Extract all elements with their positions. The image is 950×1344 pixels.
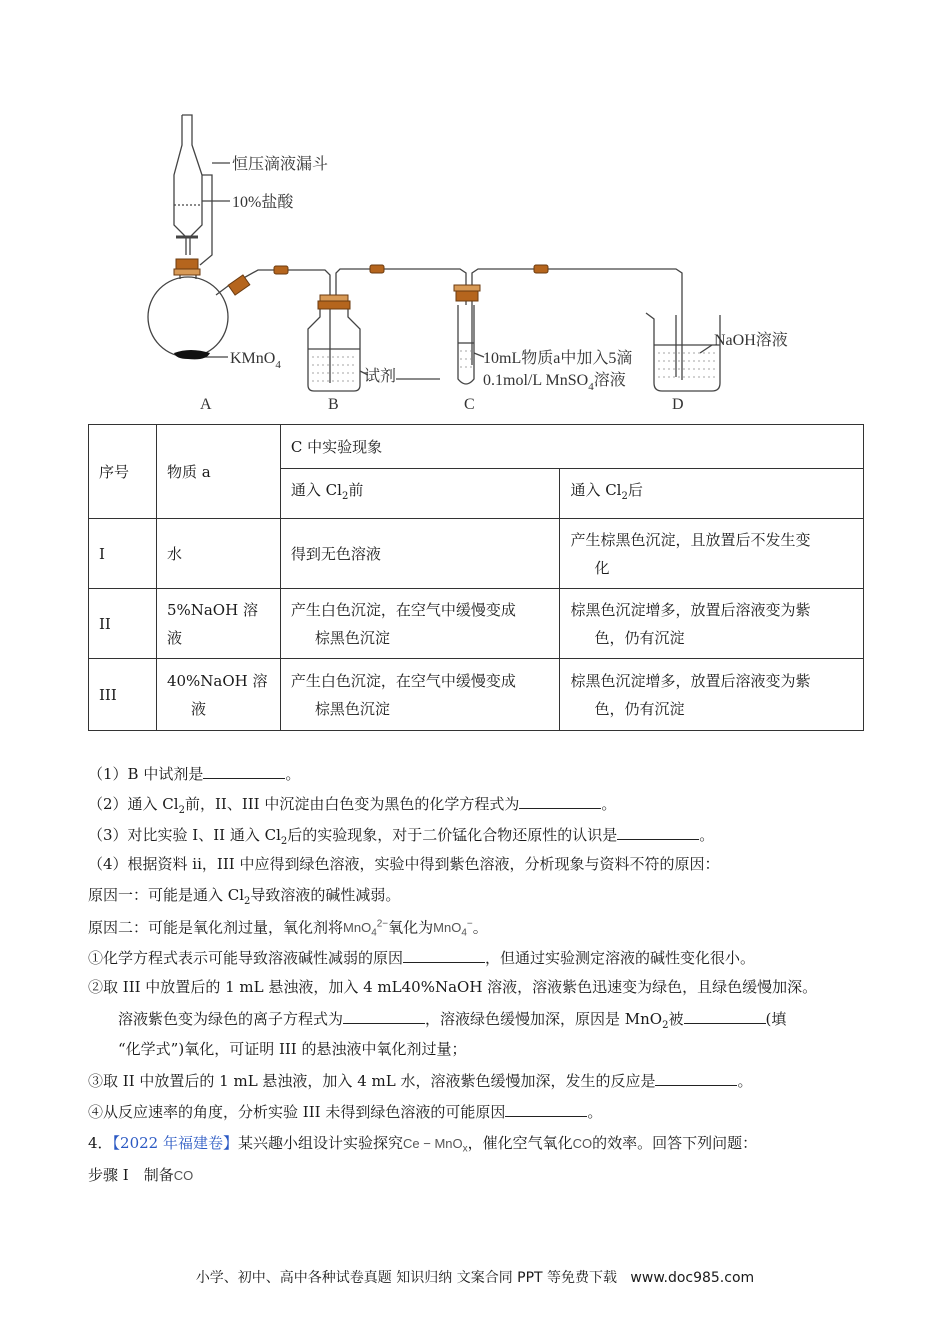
reagent-label: 试剂 — [364, 368, 397, 385]
problem-4: 4．【2022 年福建卷】某兴趣小组设计实验探究Ce − MnO$_x$，催化空气氧化CO的效率。回答下列问题： — [88, 1134, 758, 1155]
question-3: （3）对比实验 I、II 通入 $Cl_2$后的实验现象，对于二价锰化合物还原性的认识是 。 — [88, 823, 714, 853]
answer-blank[interactable] — [684, 1007, 766, 1024]
header-c-phenomena: C 中实验现象 — [280, 425, 863, 469]
answer-blank[interactable] — [519, 792, 601, 809]
c-label-line1: 10mL物质a中加入5滴 — [483, 350, 633, 367]
c-label-line2: 0.1mol/L MnSO$_4$溶液 — [483, 372, 626, 393]
table-row — [89, 589, 864, 659]
sub-question-4: ④从反应速率的角度，分析实验 III 未得到绿色溶液的可能原因 。 — [88, 1100, 602, 1123]
reason-1: 原因一：可能是通入 $Cl_2$导致溶液的碱性减弱。 — [88, 886, 401, 907]
acid-label: 10%盐酸 — [232, 194, 294, 211]
kmno4-label: KMnO$_4$ — [230, 350, 281, 371]
formula-ce-mnox: Ce − MnO$_x$ — [403, 1136, 468, 1155]
sub-question-3: ③取 II 中放置后的 1 mL 悬浊液，加入 4 mL 水，溶液紫色缓慢加深，发生的反应是 。 — [88, 1069, 752, 1092]
footer-site[interactable]: www.doc985.com — [630, 1270, 755, 1286]
header-after: 通入 $Cl_2$后 — [560, 469, 864, 519]
gas-washing-bottle-b — [308, 305, 360, 391]
row-after: 棕黑色沉淀增多，放置后溶液变为紫 色，仍有沉淀 — [560, 589, 864, 659]
footer-text: 小学、初中、高中各种试卷真题 知识归纳 文案合同 PPT 等免费下载 — [195, 1270, 618, 1286]
letter-c: C — [464, 396, 475, 413]
sub-question-2-end: “化学式”)氧化，可证明 III 的悬浊液中氧化剂过量； — [118, 1040, 467, 1058]
table-row — [89, 659, 864, 731]
sub-question-2-cont: 溶液紫色变为绿色的离子方程式为 ，溶液绿色缓慢加深，原因是 MnO$_2$被 (填 — [118, 1007, 786, 1037]
row-substance: 水 — [156, 519, 280, 589]
header-before: 通入 $Cl_2$前 — [280, 469, 560, 519]
letter-b: B — [328, 396, 339, 413]
row-after: 棕黑色沉淀增多，放置后溶液变为紫 色，仍有沉淀 — [560, 659, 864, 731]
answer-blank[interactable] — [203, 762, 285, 779]
kmno4-solid — [174, 350, 210, 359]
step-1: 步骤 I 制备CO — [88, 1166, 194, 1184]
formula-co: CO — [572, 1136, 593, 1151]
footer — [0, 1267, 950, 1287]
table-row — [89, 519, 864, 589]
dropping-funnel — [174, 115, 202, 255]
reason-2: 原因二：可能是氧化剂过量，氧化剂将MnO$_4^{2-}$氧化为MnO$_4$−。 — [88, 918, 488, 939]
experiment-table — [88, 424, 864, 731]
question-1: （1）B 中试剂是 。 — [88, 762, 300, 785]
row-before: 产生白色沉淀，在空气中缓慢变成 棕黑色沉淀 — [280, 659, 560, 731]
letter-a: A — [200, 396, 212, 413]
row-id: II — [89, 589, 157, 659]
round-flask-a — [148, 277, 228, 357]
formula-mno4-2minus: MnO$_4^{2-}$ — [343, 919, 389, 939]
letter-d: D — [672, 396, 684, 413]
funnel-label: 恒压滴液漏斗 — [232, 156, 329, 173]
row-id: I — [89, 519, 157, 589]
header-substance: 物质 a — [156, 425, 280, 519]
apparatus-diagram — [140, 105, 860, 415]
header-seq: 序号 — [89, 425, 157, 519]
answer-blank[interactable] — [655, 1069, 737, 1086]
naoh-label: NaOH溶液 — [714, 332, 788, 349]
beaker-d — [646, 313, 720, 391]
answer-blank[interactable] — [343, 1007, 425, 1024]
row-substance: 5%NaOH 溶液 — [156, 589, 280, 659]
sub-question-1: ①化学方程式表示可能导致溶液碱性减弱的原因 ，但通过实验测定溶液的碱性变化很小。 — [88, 946, 755, 969]
question-2: （2）通入 $Cl_2$前，II、III 中沉淀由白色变为黑色的化学方程式为 。 — [88, 792, 616, 822]
answer-blank[interactable] — [505, 1100, 587, 1117]
formula-co: CO — [173, 1168, 194, 1183]
formula-mno4-minus: MnO$_4$− — [433, 919, 473, 939]
answer-blank[interactable] — [403, 946, 485, 963]
row-before: 产生白色沉淀，在空气中缓慢变成 棕黑色沉淀 — [280, 589, 560, 659]
row-id: III — [89, 659, 157, 731]
sub-question-2: ②取 III 中放置后的 1 mL 悬浊液，加入 4 mL40%NaOH 溶液，溶液紫色迅速变为绿色，且绿色缓慢加深。 — [88, 978, 818, 996]
question-4: （4）根据资料 ii，III 中应得到绿色溶液，实验中得到紫色溶液，分析现象与资料不符的原因： — [88, 855, 720, 873]
row-after: 产生棕黑色沉淀，且放置后不发生变 化 — [560, 519, 864, 589]
source-tag: 【2022 年福建卷】 — [112, 1134, 238, 1152]
row-before: 得到无色溶液 — [280, 519, 560, 589]
answer-blank[interactable] — [617, 823, 699, 840]
row-substance: 40%NaOH 溶 液 — [156, 659, 280, 731]
